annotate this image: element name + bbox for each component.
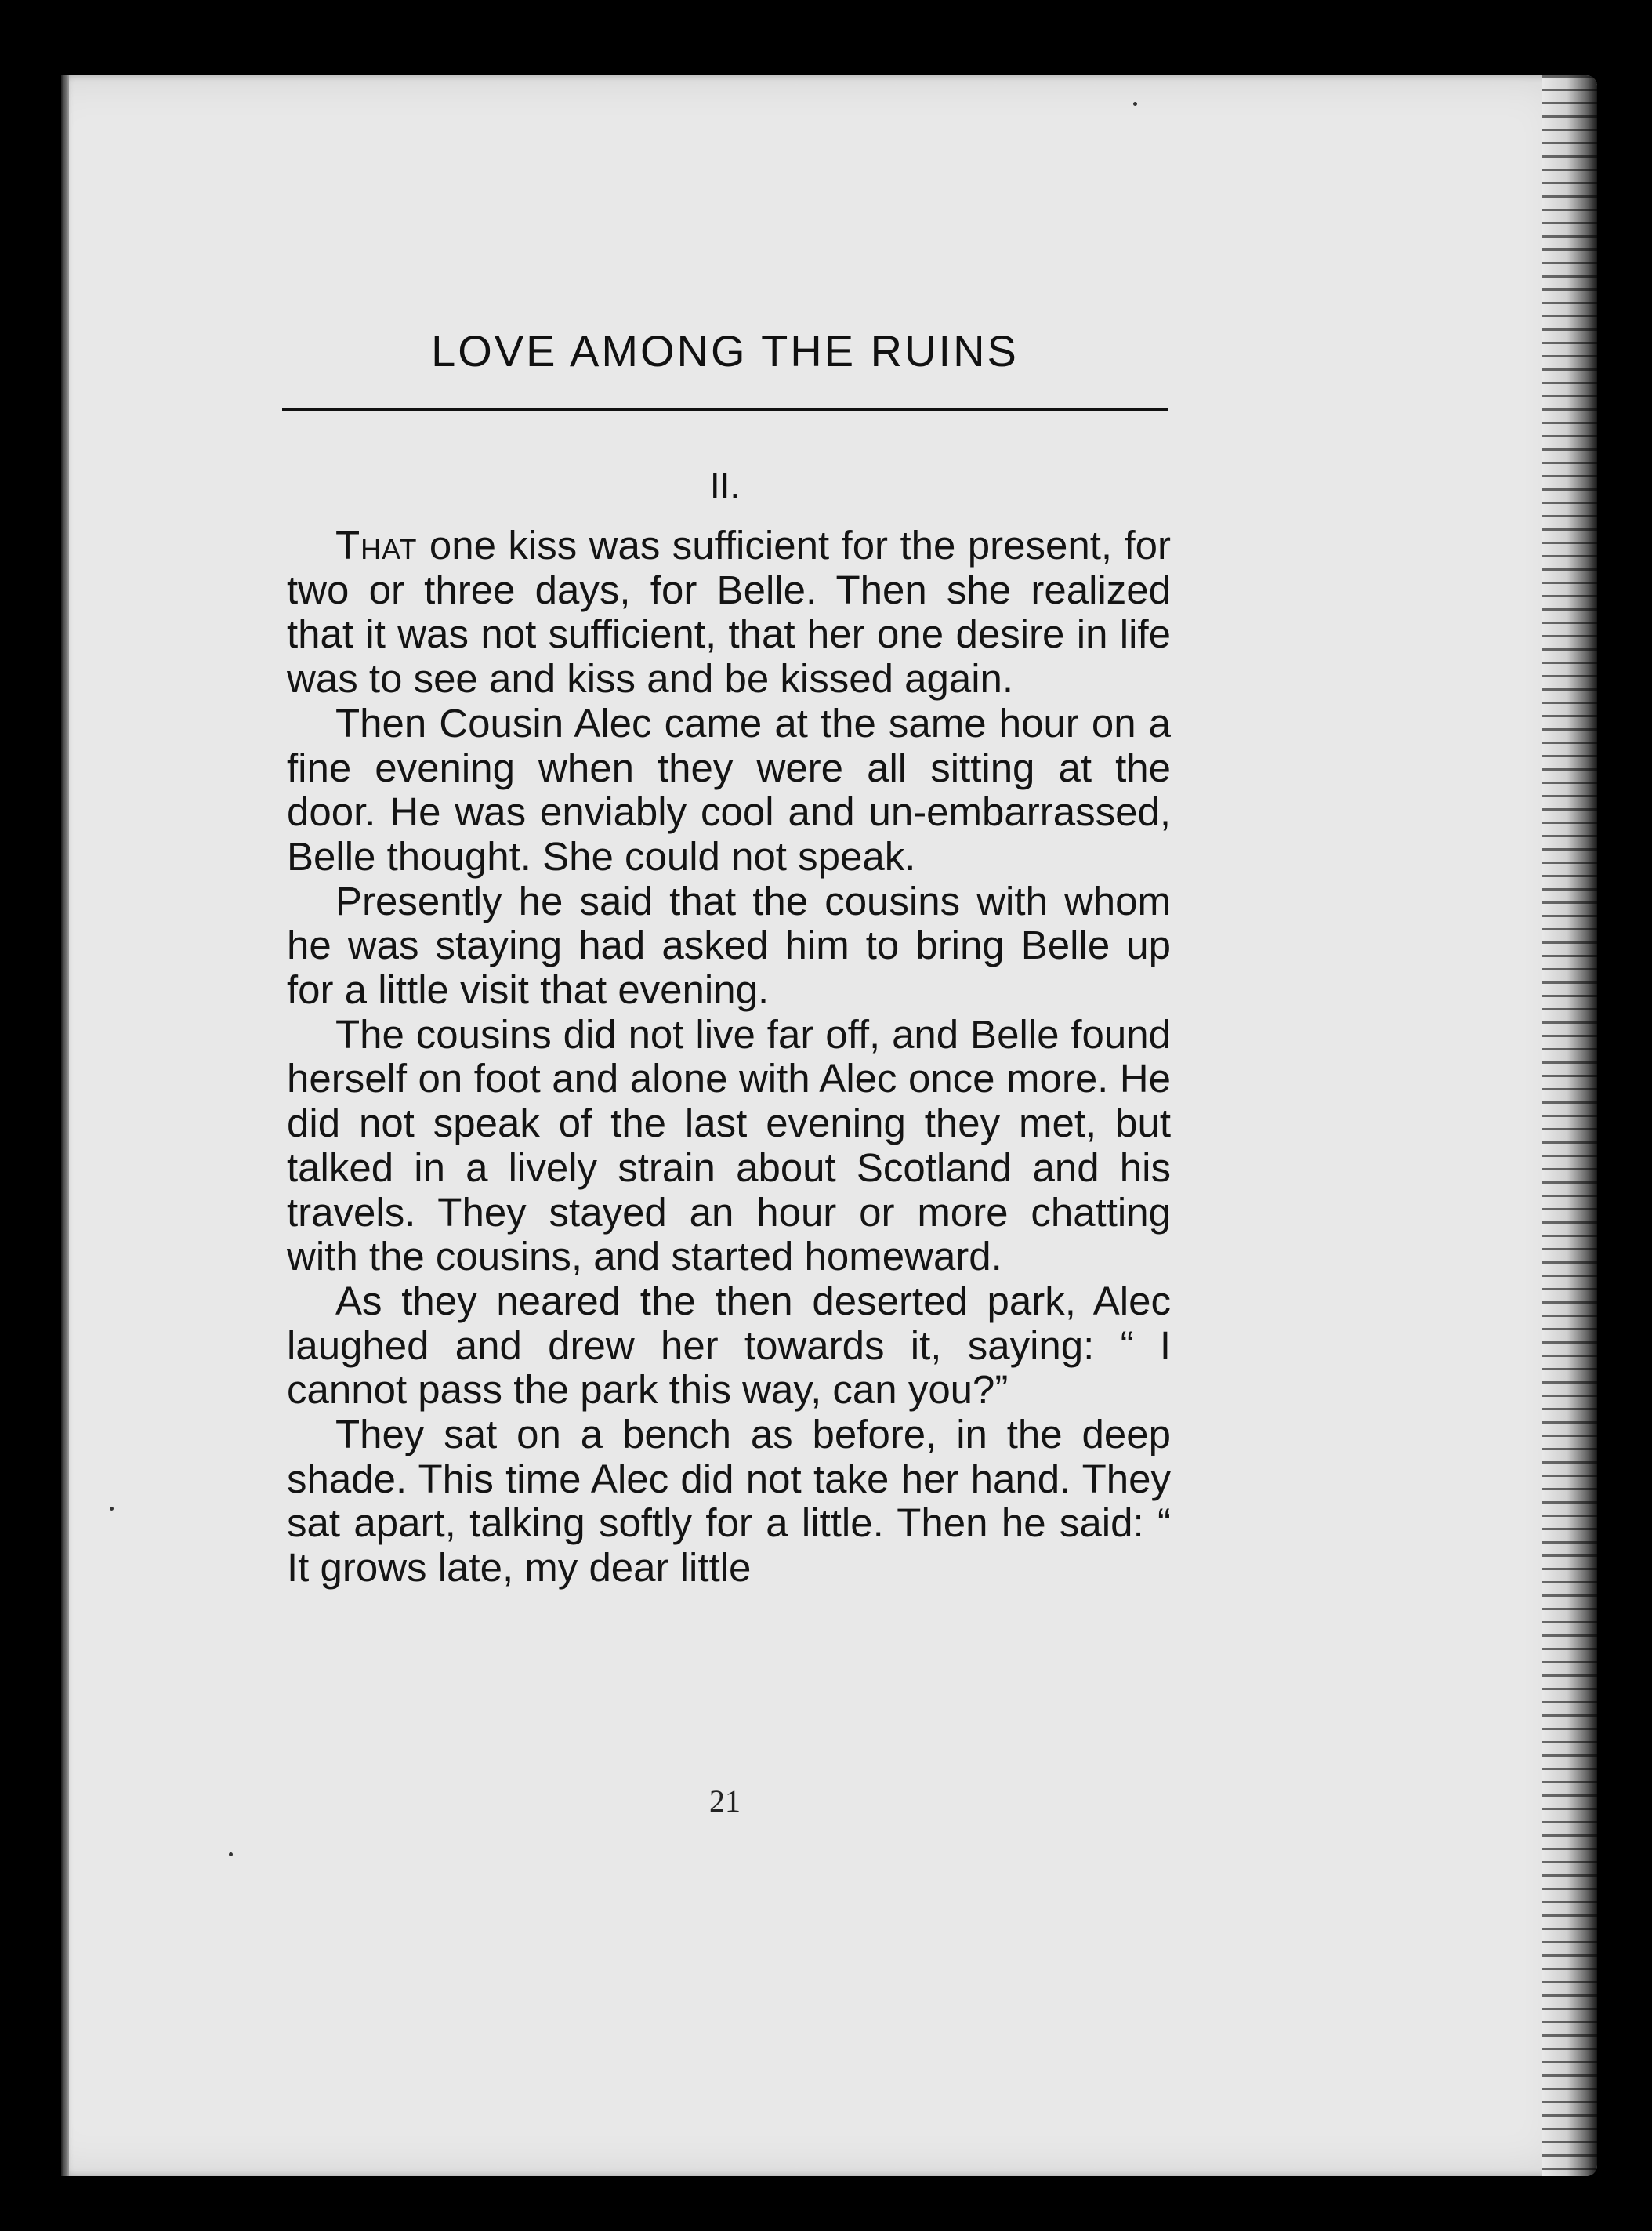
scan-speck (1133, 102, 1137, 106)
paragraph-1-lead: That (335, 523, 418, 568)
chapter-number: II. (709, 465, 741, 506)
running-head-rule (282, 408, 1168, 411)
scan-speck (229, 1852, 233, 1856)
page-fore-edge (1542, 75, 1597, 2176)
gutter-edge (61, 75, 69, 2176)
paragraph-6: They sat on a bench as before, in the deep shade. This time Alec did not take her hand. They sat apart, talking softly for a little. Then he said: “ It grows late, my dear little (287, 1412, 1171, 1591)
paragraph-3: Presently he said that the cousins with whom he was staying had asked him to bring Belle up for a little visit that evening. (287, 878, 1171, 1013)
scan-speck (110, 1507, 114, 1511)
paragraph-1 (287, 524, 1171, 702)
page-number: 21 (709, 1783, 741, 1819)
paragraph-4: The cousins did not live far off, and Belle found herself on foot and alone with Alec once more. He did not speak of the last evening they met, but talked in a lively strain about Scotland and his travels. They stayed an hour or more chatting with the cousins, and started homeward. (287, 1011, 1171, 1279)
body-text (287, 524, 1171, 1591)
paragraph-2: Then Cousin Alec came at the same hour on a fine evening when they were all sitting at the door. He was enviably cool and un-embarrassed, Belle thought. She could not speak. (287, 700, 1171, 879)
running-head: LOVE AMONG THE RUINS (431, 326, 1019, 375)
paragraph-5: As they neared the then deserted park, Alec laughed and drew her towards it, saying: “ I cannot pass the park this way, can you?” (287, 1278, 1171, 1413)
paragraph-1-text: one kiss was sufficient for the present, for two or three days, for Belle. Then she realized that it was not sufficient, that her one desire in life was to see and kiss and be kissed again. (287, 523, 1171, 702)
